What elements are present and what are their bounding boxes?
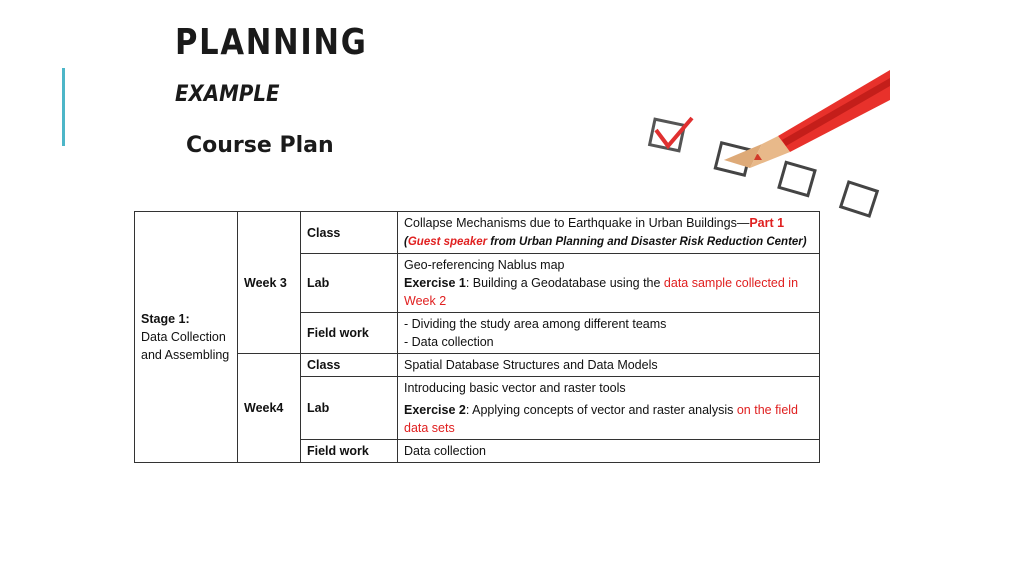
course-plan-table <box>134 211 820 463</box>
stage-cell <box>135 212 238 463</box>
type-cell: Field work <box>301 313 398 354</box>
desc-cell: - Dividing the study area among different teams - Data collection <box>398 313 820 354</box>
table-row <box>135 212 820 254</box>
course-plan-heading: Course Plan <box>186 133 334 158</box>
desc-cell: Spatial Database Structures and Data Models <box>398 354 820 377</box>
desc-cell: Geo-referencing Nablus map Exercise 1: Building a Geodatabase using the data sample collected in Week 2 <box>398 254 820 313</box>
slide-title: PLANNING <box>175 22 368 63</box>
pencil-icon <box>724 70 890 168</box>
type-cell: Class <box>301 354 398 377</box>
stage-label: Stage 1: <box>141 312 190 326</box>
type-cell: Field work <box>301 440 398 463</box>
desc-cell: Data collection <box>398 440 820 463</box>
table-row <box>135 354 820 377</box>
type-cell: Lab <box>301 377 398 440</box>
type-cell: Lab <box>301 254 398 313</box>
desc-cell: Collapse Mechanisms due to Earthquake in Urban Buildings—Part 1 (Guest speaker from Urban Planning and Disaster Risk Reduction Center) <box>398 212 820 254</box>
type-cell: Class <box>301 212 398 254</box>
desc-cell: Introducing basic vector and raster tools <box>398 377 820 400</box>
stage-description: Data Collection and Assembling <box>141 330 230 362</box>
week4-cell: Week4 <box>238 354 301 463</box>
checkbox-icon <box>841 182 878 216</box>
week3-cell: Week 3 <box>238 212 301 354</box>
desc-cell: Exercise 2: Applying concepts of vector and raster analysis on the field data sets <box>398 399 820 440</box>
pencil-checklist-illustration <box>640 60 890 220</box>
slide-subtitle: EXAMPLE <box>175 82 280 107</box>
accent-bar <box>62 68 65 146</box>
checkbox-icon <box>779 162 815 195</box>
